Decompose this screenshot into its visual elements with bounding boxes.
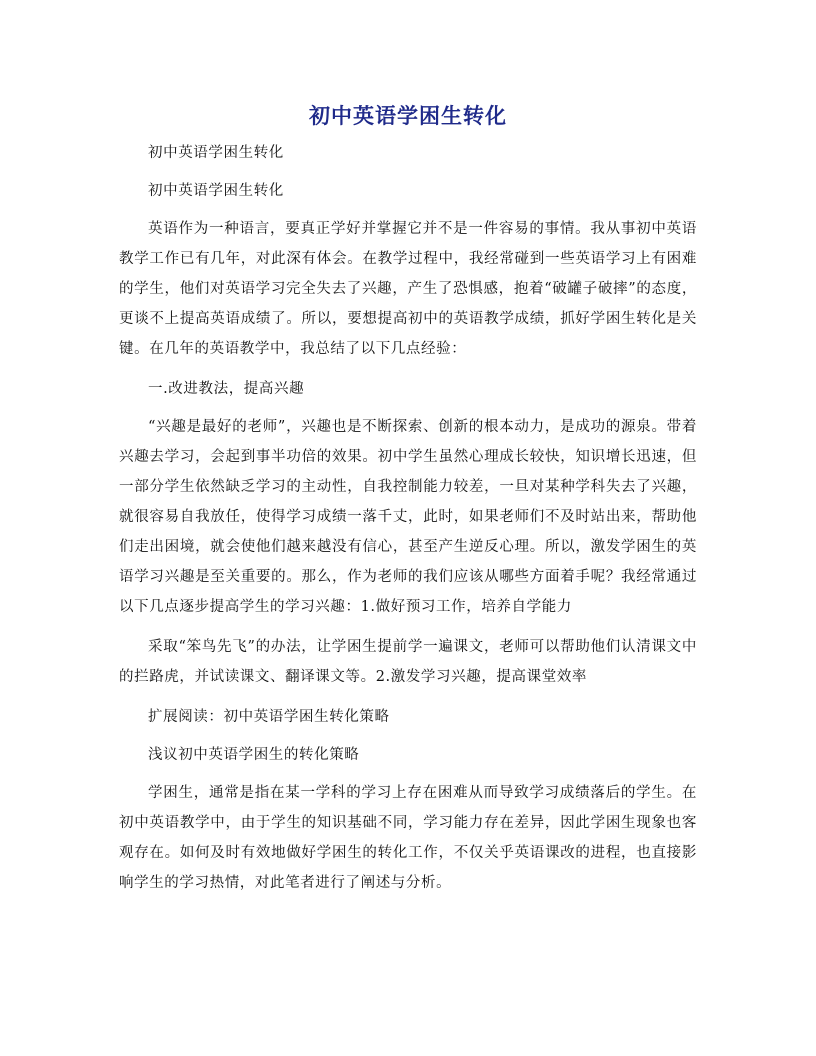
interest-paragraph: “兴趣是最好的老师”，兴趣也是不断探索、创新的根本动力，是成功的源泉。带着兴趣去学习，会起到事半功倍的效果。初中学生虽然心理成长较快，知识增长迅速，但一部分学生依然缺乏学习的主动性，自我控制能力较差，一旦对某种学科失去了兴趣，就很容易自我放任，使得学习成绩一落千丈，此时，如果老师们不及时站出来，帮助他们走出困境，就会使他们越来越没有信心，甚至产生逆反心理。所以，激发学困生的英语学习兴趣是至关重要的。那么，作为老师的我们应该从哪些方面着手呢？我经常通过以下几点逐步提高学生的学习兴趣：1.做好预习工作，培养自学能力	[119, 419, 697, 615]
intro-paragraph: 英语作为一种语言，要真正学好并掌握它并不是一件容易的事情。我从事初中英语教学工作已有几年，对此深有体会。在教学过程中，我经常碰到一些英语学习上有困难的学生，他们对英语学习完全失去了兴趣，产生了恐惧感，抱着“破罐子破摔”的态度，更谈不上提高英语成绩了。所以，要想提高初中的英语教学成绩，抓好学困生转化是关键。在几年的英语教学中，我总结了以下几点经验：	[119, 221, 697, 357]
extended-reading-heading: 扩展阅读：初中英语学困生转化策略	[148, 709, 390, 725]
strategy-heading: 浅议初中英语学困生的转化策略	[148, 747, 360, 763]
document-body	[119, 138, 697, 908]
section-heading-improve-teaching: 一.改进教法，提高兴趣	[148, 381, 305, 397]
document-title: 初中英语学困生转化	[309, 103, 507, 128]
preview-paragraph: 采取“笨鸟先飞”的办法，让学困生提前学一遍课文，老师可以帮助他们认清课文中的拦路虎，并试读课文、翻译课文等。2.激发学习兴趣，提高课堂效率	[119, 639, 697, 685]
subtitle-repeat-2: 初中英语学困生转化	[148, 183, 284, 199]
subtitle-repeat-1: 初中英语学困生转化	[148, 145, 284, 161]
definition-paragraph: 学困生，通常是指在某一学科的学习上存在困难从而导致学习成绩落后的学生。在初中英语教学中，由于学生的知识基础不同，学习能力存在差异，因此学困生现象也客观存在。如何及时有效地做好学困生的转化工作，不仅关乎英语课改的进程，也直接影响学生的学习热情，对此笔者进行了阐述与分析。	[119, 785, 697, 891]
